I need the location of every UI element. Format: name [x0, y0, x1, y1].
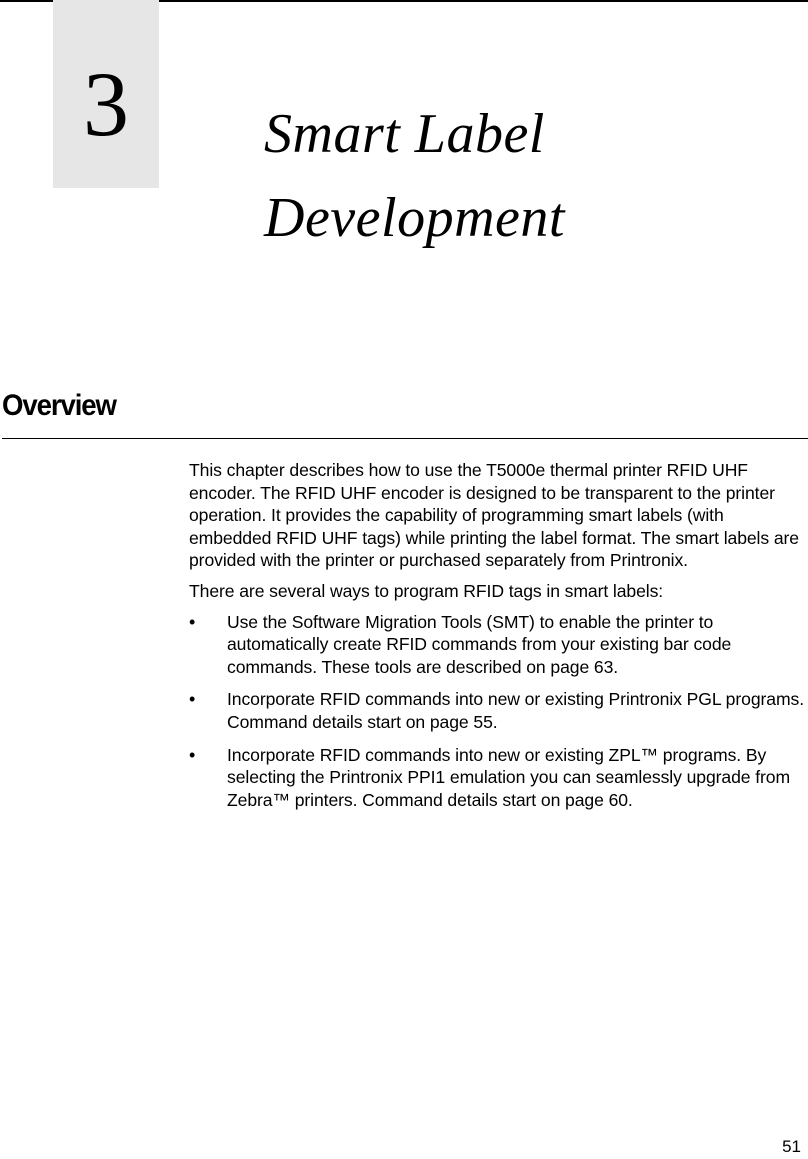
list-item	[189, 744, 805, 812]
body-text	[189, 459, 805, 821]
list-item-text: Incorporate RFID commands into new or existing ZPL™ programs. By selecting the Printronix PPI1 emulation you can seamlessly upgrade from Zebra™ printers. Command details start on page 60.	[227, 744, 791, 810]
list-lead-paragraph: There are several ways to program RFID tags in smart labels:	[189, 580, 664, 601]
chapter-title-line-1: Smart Label	[264, 103, 545, 165]
list-item-text: Use the Software Migration Tools (SMT) to enable the printer to automatically create RFID commands from your existing bar code commands. These tools are described on page 63.	[227, 611, 732, 677]
section-heading: Overview	[2, 389, 116, 422]
list-item	[189, 688, 805, 733]
bullet-icon: •	[189, 689, 196, 710]
list-item-text: Incorporate RFID commands into new or existing Printronix PGL programs. Command details start on page 55.	[227, 689, 804, 732]
intro-paragraph: This chapter describes how to use the T5000e thermal printer RFID UHF encoder. The RFID UHF encoder is designed to be transparent to the printer operation. It provides the capability of programming smart labels (with embedded RFID UHF tags) while printing the label format. The smart labels are provided with the printer or purchased separately from Printronix.	[189, 460, 799, 571]
chapter-number: 3	[83, 53, 129, 155]
chapter-title-line-2: Development	[264, 187, 565, 249]
chapter-tab	[53, 0, 159, 188]
list-item	[189, 611, 805, 679]
bullet-list	[189, 611, 805, 812]
chapter-title	[264, 92, 565, 260]
section-rule	[2, 438, 808, 439]
bullet-icon: •	[189, 744, 196, 765]
bullet-icon: •	[189, 611, 196, 632]
page-number: 51	[782, 1137, 801, 1156]
